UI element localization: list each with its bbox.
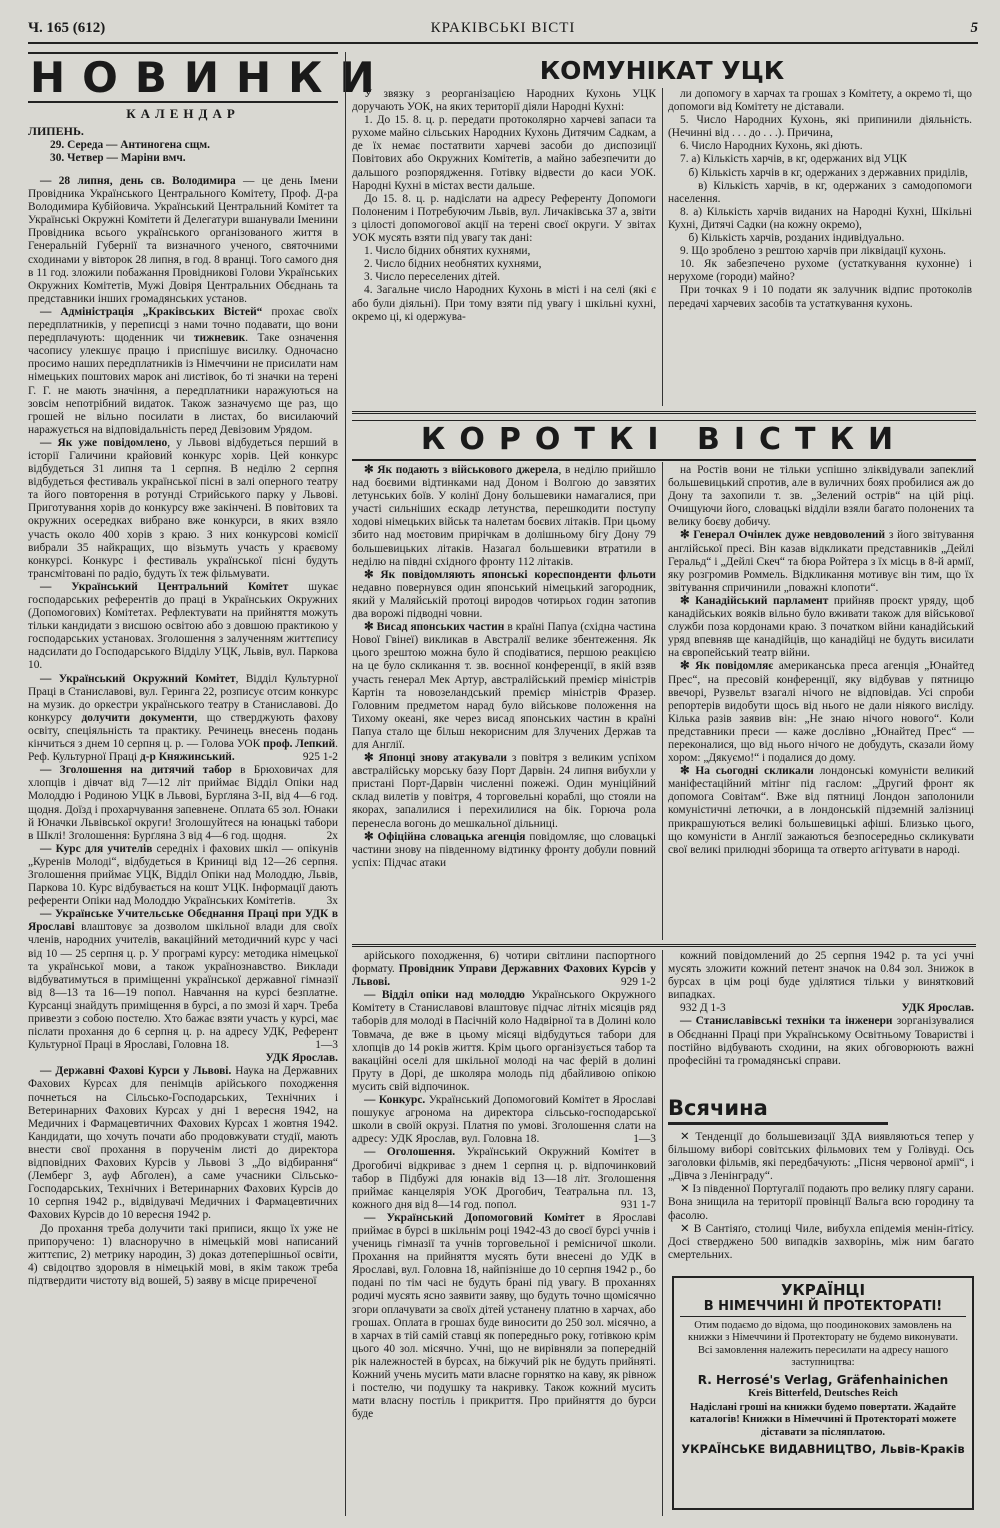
komunikat-paragraph: 9. Що зроблено з рештою харчів при ліквідації кухонь. — [680, 245, 947, 258]
news-paragraph: — 28 липня, день св. Володимира — це день Імени Провідника Українського Центрального Комітету, Проф. Д-ра Володимира Кубійовича. Український Центральний Комітет та Українські Окружні Комітети й Делегатури вшанували Іменини Провідника всього українського організованого життя в Генеральній Губернії та визначного ученого, святочними сходинами у вівторок 28 липня, в год. 8 вранці. Того самого дня в 11 год. зложили побажання Провідникові Голови Українських Окружних Комітетів, Мужі Довіря Центральних Обєднань та представники інших громадянських установ. — [28, 175, 338, 305]
vsiachyna-title: Всячина — [668, 1094, 888, 1125]
vsiachyna-items — [668, 1131, 974, 1262]
korotki-section — [352, 420, 976, 940]
komunikat-paragraph: 4. Загальне число Народних Кухонь в місті і на селі (які є або були діяльні). При тому взяти під увагу і шкільні кухні, окремо ці, кі одержува- — [352, 284, 656, 323]
news-brief: ✻ Японці знову атакували з повітря з великим успіхом австралійську морську базу Порт Дарвін. 24 липня вибухли у пристані Порт-Дарвін численні пожежі. Один муніційний склад вилетів у повітря, 4 торговельні кораблі, що стояли на якорах, запалилися і перехилилися на бік. Горюча рола перенесла вогонь до мешкальної дільниці. — [352, 752, 656, 830]
komunikat-paragraph: 3. Число переселених дітей. — [364, 271, 501, 284]
vsiachyna-item: ✕ Тенденції до большевизації ЗДА виявляються тепер у більшому виборі совітських фільмових тем у Голівуді. Ось заголовки фільмів, які передбачують: „Пісня червоної армії“, і „Дівча з Ленінграду“. — [668, 1131, 974, 1183]
komunikat-paragraph: 8. а) Кількість харчів виданих на Народні Кухні, Шкільні Кухні, Дитячі Садки (на кожну окремо), — [668, 205, 972, 231]
ad-text-2: Надіслані гроші на книжки будемо повертати. Жадайте каталогів! Книжки в Німеччині й Протектораті можете діставати за післяплатою. — [689, 1402, 957, 1438]
komunikat-paragraph: У звязку з реорганізацією Народних Кухонь УЦК доручають УОК, на яких території діяли Народні Кухні: — [352, 88, 656, 114]
news-paragraph: — Оголошення. Український Окружний Комітет в Дрогобичі відкриває з днем 1 серпня ц. р. відпочинковий табор в Підбужі для юнаків від 13—18 літ. Зголошення приймає канцелярія УОК Дрогобич, Театральна пл. 13, кожного дня від 8—14 год. попол. 931 1-7 — [352, 1146, 656, 1211]
column-divider — [345, 52, 346, 1516]
novynky-title: НОВИНКИ — [30, 53, 392, 102]
news-paragraph: — Курс для учителів середніх і фахових шкіл — опікунів „Куренів Молоді“, відбудеться в Криниці від 12—26 серпня. Зголошення приймає УЦК, Відділ Опіки над Молоддю, Львів, Паркова 10. Курс відбувається на кошт УЦК. Інформації дають референти Опіки над Молоддю Українських Комітетів. 3x — [28, 842, 338, 908]
news-brief: ✻ Генерал Очінлек дуже невдоволений з його звітування англійської пресі. Він казав відкликати представників „Дейлі Геральд“ і „Дейлі Скеч“ та бюра Ройтера з їх місць в 8-й армії, яку розгромив Роммель. Відкликання мотивує він тим, що їх звітування спричинили „поважні клопоти“. — [668, 529, 974, 594]
news-paragraph: — Конкурс. Український Допомоговий Комітет в Ярославі пошукує агронома на директора сільсько-господарської школи в своїй окрузі. Платня по умові. Зголошення слати на адресу: УДК Ярослав, вул. Головна 18. 1—3 — [352, 1094, 656, 1146]
masthead-rule — [28, 42, 978, 44]
column-divider — [662, 462, 663, 940]
komunikat-paragraph: 1. Число бідних обнятих кухнями, — [364, 245, 531, 258]
page-number: 5 — [970, 20, 978, 36]
news-paragraph: — Як уже повідомлено, у Львові відбудеться перший в історії Галичини крайовий конкурс хорів. Цей конкурс відбудеться 31 липня та 1 серпня. В неділю 2 серпня відбудеться фестиваль української пісні в залі оперного театру та його повторення в ротунді Стрийського парку у Львові. Приготування хорів до конкурсу вже закінчені. В повітових та окружних осередках вибрано вже конкурси, в яких взяло участь около 400 хорів з краю. З них конкурсові комісії вибрали 35 найкращих, що візьмуть участь у краєвому конкурсі. Конкурс і фестиваль української пісні будуть трансмітовані по радіо, будуть їх теж фільмувати. — [28, 436, 338, 580]
news-paragraph: кожний повідомлений до 25 серпня 1942 р. та усі учні мусять зложити кожний петент значок на 0.84 зол. Знижок в бурсах в цім році буде уділятися тільки у винятковий випадках. — [668, 950, 974, 1002]
calendar-month: ЛИПЕНЬ. — [28, 124, 84, 138]
novynky-articles — [28, 175, 338, 1288]
column-divider — [662, 950, 663, 1516]
news-paragraph: — Державні Фахові Курси у Львові. Наука на Державних Фахових Курсах для пенімців арійського походження почнеться на Сільсько-Господарських, Технічних і Ветеринарних Фахових Курсах у дні 1 вересня 1942, на Медичних і Фармацевтичних Фахових Курсах 1 жовтня 1942. Кандидати, що хочуть почати або продовжувати студії, мають внести свої прохання в порученім листі до директора відповідних Фахових Курсів у Львові 3 „До відбирання“ (Лемберг 3, ауф Абголен), а саме учасники Сільсько-Господарських, Технічних і Ветеринарних Фахових Курсів до 10 серпня 1942 р., відвідувачі Медичних і Фармацевтичних Фахових Курсів до 10 вересня 1942 р. — [28, 1065, 338, 1222]
komunikat-left-column — [352, 88, 656, 324]
newspaper-name: КРАКІВСЬКІ ВІСТІ — [430, 20, 576, 36]
vsiachyna-item: ✕ Із південної Португалії подають про велику плягу сарани. Вона знищила на території провінції Вальга всю городину та фасолю. — [668, 1183, 974, 1222]
komunikat-right-column — [668, 88, 972, 311]
ad-publisher: R. Herrosé's Verlag, Gräfenhainichen — [697, 1372, 949, 1387]
calendar-heading: КАЛЕНДАР — [126, 106, 240, 121]
komunikat-paragraph: 6. Число Народних Кухонь, які діють. — [680, 140, 863, 153]
news-paragraph: — Відділ опіки над молоддю Українського Окружного Комітету в Станиславові влаштовує підчас літніх місяців ряд таборів для молоді в Пасічній коло Надвірної та в Долині коло Товмача, де вже в цьому місяці відбудуться табори для хлопців до 14 років життя. Крім цього організується табор та вакаційні оселі для шкільної молоді на час ферій в долині Пруту в Дорі, де школяра молодь під дбайливою опікою мусить свій відпочинок. — [352, 989, 656, 1093]
komunikat-title: КОМУНІКАТ УЦК — [539, 56, 785, 85]
news-brief: ✻ Висад японських частин в країні Папуа (східна частина Нової Гвінеї) викликав в Австралії велике збентеження. Як цього зрештою можна було й сподіватися, першою реакцією на це було скликання т. зв. воєнної конференції, в якій взяв участь генерал Мек Артур, австралійський премієр міністрів Картін та новозеландський премієр міністрів Фразер. Головним предметом нарад було військове положення на Тихому океані, яке через висад японських частин в країні Папуа стало ще більш некорисним для Злучених Держав та для Англії. — [352, 621, 656, 751]
komunikat-paragraph: 5. Число Народних Кухонь, які припинили діяльність. (Нечинні від . . . до . . .). Причина, — [668, 114, 972, 140]
komunikat-paragraph: До 15. 8. ц. р. надіслати на адресу Референту Допомоги Полоненим і Потребуючим Львів, вул. Личаківська 37 а, звіти з цілості допомогової акції на терені своєї округи. У звітах УОК мусять взяти під увагу так дані: — [352, 192, 656, 245]
ad-address: Kreis Bitterfeld, Deutsches Reich — [748, 1387, 898, 1399]
news-paragraph: арійського походження, 6) чотири світлини паспортного формату. Провідник Управи Державних Фахових Курсів у Львові. 929 1-2 — [352, 950, 656, 989]
news-paragraph: УДК Ярослав. — [265, 1052, 338, 1065]
komunikat-paragraph: 7. а) Кількість харчів, в кг, одержаних від УЦК — [680, 153, 907, 166]
ad-text: Отим подаємо до відома, що поодинокових замовлень на книжки з Німеччини й Протекторату не будемо виконувати. Всі замовлення належить пересилати на адресу нашого заступництва: — [687, 1320, 958, 1369]
news-paragraph: — Український Допомоговий Комітет в Ярославі приймає в бурсі в шкільнім році 1942-43 до своєї бурсі учнів і учениць гімназії та учнів торговельної і ремісничої школи. Прохання на прийняття мусять бути внесені до УДК в Ярославі, вул. Головна 18, найпізніше до 10 серпня 1942 р., бо подані по тім часі не будуть брані під увагу. В проханнях родичі мусять ясно заявити заяву, що будуть точно щомісячно згори оплачувати за своїх дітей устанену платню в харчах, або грошах. Оплата в грошах буде виносити до 250 зол. місячно, а в харчах в тій самій ставці як попередньго року, готівкою крім цього 40 зол. місячно. Учні, що не вирівняли за попередній рік належностей в бурсах, на біжучий рік не будуть прийняті. Кожний учень мусить мати власне горнятко на каву, як рівнож і постелю, чи подушку та накривку. Також кожний мусить мати власну постіль і прикриття. Про прийняття до бурси буде — [352, 1211, 656, 1421]
ad-subtitle: В НІМЕЧЧИНІ Й ПРОТЕКТОРАТІ! — [680, 1299, 966, 1317]
calendar-day: 30. Четвер — Маріни вмч. — [50, 152, 186, 164]
issue-number: Ч. 165 (612) — [28, 20, 106, 36]
section-divider — [352, 944, 976, 947]
calendar-day: 29. Середа — Антиногена сщм. — [50, 139, 210, 151]
komunikat-paragraph: ли допомогу в харчах та грошах з Комітету, а окремо ті, що допомоги від Комітету не діставали. — [668, 88, 972, 114]
masthead — [28, 20, 978, 42]
news-paragraph: — Зголошення на дитячий табор в Брюховичах для хлопців і дівчат від 7—12 літ приймає Відділ Опіки над Молоддю і Родиною УЦК в Львові, Бурґляна 3-II, від 4—6 год. щодня. Доїзд і прохарчування запевнене. Оплата 65 зол. Юнаки й Юначки Львівської округи! Зголошуйтеся на юнацькі табори в Шклі! Зголошення: Бурґляна 3 від 4—6 год. щодня. 2x — [28, 764, 338, 842]
news-brief: ✻ Як повідомляє американська преса агенція „Юнайтед Прес“, на пресовій конференції, яку відбував у пятницю ввечорі, Рузвельт взагалі нічого не відповідав. Усі спроби репортерів видобути щось від нього не дали ніякого висліду. Кілька разів заявив він: „Не знаю нічого нового“. Коли представники преси — каже дослівно „Юнайтед Прес“ — переконалися, що від нього нічого не добудуть, сказали йому хором: „Дякуємо!“ і подалися до дому. — [668, 660, 974, 765]
news-brief: ✻ Як подають з військового джерела, в неділю прийшло над боєвими відтинками над Доном і Волгою до завзятих летунських боїв. У колінї Дону большевики намагалися, при участі сильніших ескадр летунства, перешкодити поступу ходові німецьких військ та налетам боєвих літаків. При цьому збито над моєтовим прирічкам в долішньому бігу Дону 79 большевицьких літаків. Назагал большевики втратили в неділю на півдні східного фронту 112 літаків. — [352, 464, 657, 568]
news-paragraph: — Адміністрація „Краківських Вістей“ прохає своїх передплатників, у переписці з нами точно подавати, що вони передплачують: щоденник чи тижневик. Таке означення часопису улекшує працю і приспішує висилку. Одночасно просимо наших передплатників із Німеччини не присилати нам німецьких поштових марок ані листівок, бо ті значки на терені Г. Г. не мають значіння, а передплатники наражуються на зовсім непотрібний видаток. Також зазначуємо ще раз, що грошей не вільно посилати в листах, бо висилаючий наражується на відповідальність перед Девізовим Урядом. — [28, 305, 339, 436]
right-column-articles — [668, 950, 974, 1070]
komunikat-paragraph: 1. До 15. 8. ц. р. передати протоколярно харчеві запаси та рухоме майно сільських Народних Кухонь Дитячим Садкам, а де їх немає постатвити харчеві засоби до диспозиції Повітових або Окружних Комітетів, а майно забезпечити до дальшого розпорядження. Готівку відвести до каси УОК. Народні Кухні в містах вести дальше. — [352, 114, 656, 192]
news-brief: ✻ Канадійський парламент прийняв проєкт уряду, щоб канадійських вояків вільно було вживати також для військової служби поза кордонами краю. З початком війни канадійський уряд впевняв ще канадійців, що канадійці не будуть висилати на європейський театр війни. — [668, 594, 974, 660]
komunikat-paragraph: При точках 9 і 10 подати як залучник відпис протоколів передачі харчевих засобів та устаткування кухонь. — [668, 284, 972, 310]
news-paragraph: — Станиславівські техніки та інженери зорганізувалися в Обєднанні Праці при Українському Освітньому Товаристві і постійно відбувають сходини, на яких обговорюють важні професійні та громадянські справи. — [668, 1015, 975, 1067]
vsiachyna-item: ✕ В Сантіяґо, столиці Чиле, вибухла епідемія менін-ґітісу. Досі стверджено 500 випадків захворінь, між ним багато смертельних. — [668, 1222, 974, 1261]
advertisement-box — [672, 1276, 974, 1510]
ad-title: УКРАЇНЦІ — [780, 1281, 866, 1299]
korotki-title: КОРОТКІ ВІСТКИ — [352, 420, 976, 461]
middle-column-articles — [352, 950, 656, 1516]
section-divider — [352, 411, 976, 414]
komunikat-paragraph: в) Кількість харчів, в кг, одержаних з самодопомоги населення. — [668, 179, 972, 205]
komunikat-paragraph: 2. Число бідних необнятих кухнями, — [364, 258, 542, 271]
news-paragraph: 932 Д 1-3 УДК Ярослав. — [680, 1002, 974, 1015]
news-brief: на Ростів вони не тільки успішно зліквідували запеклий большевицький спротив, але в вуличних боях пробилися аж до Дону та захопили т. зв. „Зелений острів“ на цій ріці. Очищуючи його, словацькі відділи взяли багато полонених та велику боєву добичу. — [668, 464, 974, 529]
vsiachyna-section — [668, 1094, 974, 1266]
korotki-left-column — [352, 464, 656, 870]
ad-footer: УКРАЇНСЬКЕ ВИДАВНИЦТВО, Львів-Краків — [681, 1442, 965, 1457]
news-paragraph: — Український Окружний Комітет, Відділ Культурної Праці в Станиславові, вул. Геринга 22, розписує отсим конкурс на музик. до оркестри українського театру в Станиславові. До конкурсу долучити документи, що стверджують фахову освіту, спеціяльність та практику. Речинець внесень подань кінчиться з днем 10 серпня ц. р. — Голова УОК проф. Лепкий. Реф. Культурної Праці д-р Княжинський. 925 1-2 — [28, 672, 338, 764]
news-paragraph: — Український Центральний Комітет шукає господарських референтів до праці в Українських Окружних (Допомогових) Комітетах. Рефлектувати на прийняття можуть тільки кандидати з висшою освітою або з довшою практикою у господарських установах. Зголошення з залученням життєпису надсилати до Господарського Відділу УЦК, Львів, вул. Паркова 10. — [28, 580, 338, 672]
korotki-right-column — [668, 464, 974, 857]
news-brief: ✻ Офіційна словацька агенція повідомляє, що словацькі частини знову на південному відтинку фронту добули повний успіх: Підчас атаки — [352, 830, 656, 869]
novynky-column — [28, 52, 392, 1516]
news-paragraph: До прохання треба долучити такі приписи, якщо їх уже не припоручено: 1) власноручно в німецькій мові написаний життєпис, 2) метрику народин, 3) доказ дотеперішньої освіти, 4) свідоцтво здоровля в німецькій мові, в якім також треба підтвердити чистоту від вошей, 5) заяву в місце приреченої — [28, 1222, 338, 1287]
column-divider — [662, 88, 663, 406]
komunikat-paragraph: 10. Як забезпечено рухоме (устаткування кухонне) і нерухоме (городи) майно? — [668, 258, 972, 284]
news-paragraph: — Українське Учительське Обєднання Праці при УДК в Ярославі влаштовує за дозволом шкільної влади для своїх членів, народних учителів, вакаційний методичний курс у часі від 10 — 25 серпня ц. р. У програмі курсу: методика німецької та української мови, а також українознавство. Виклади відбуватимуться в приміщенні української державної гімназії від 8—13 та 16—19 попол. Навчання на курсі безплатне. Курсанці знайдуть приміщення в бурсі, а по змозі й харч. Треба привезти з собою постелю. Хто бажає взяти участь у курсі, має післати прохання до 6 серпня ц. р. на адресу УДК, Референт Культурної Праці в Ярославі, Головна 18. 1—3 — [28, 908, 338, 1052]
komunikat-paragraph: б) Кількість харчів, розданих індивідуально. — [680, 232, 905, 245]
news-brief: ✻ На сьогодні скликали лондонські комуністи великий маніфестаційний мітінг під гаслом: „Другий фронт як допомога Совітам“. Вже від пятниці Лондон заполонили комуністичні летючки, а в лондонській підземній залізниці прикрашуються великі большевицькі афіші. Близько цього, що комуністи в Англії зажаються безпосередньо скликувати свої великі прилюдні зборища та отверто агітувати в народі. — [668, 765, 974, 856]
komunikat-paragraph: б) Кількість харчів в кг, одержаних з державних приділів, — [680, 166, 968, 179]
news-brief: ✻ Як повідомляють японські кореспонденти фльоти недавно повернувся один японський німецький загородник, який у Маляйській протоці виродов чотирьох годин затопив два ворожі підводні човни. — [352, 568, 656, 621]
